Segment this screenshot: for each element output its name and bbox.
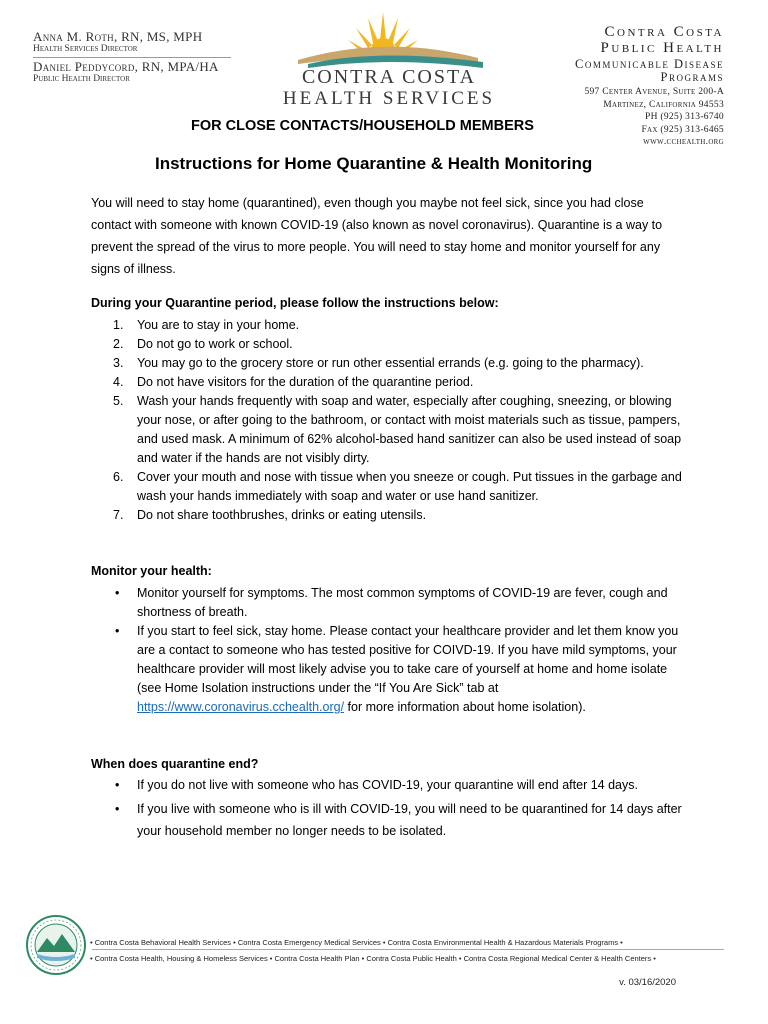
list-item: 3. You may go to the grocery store or run other essential errands (e.g. going to the pharmacy). bbox=[113, 356, 644, 370]
director-name: Anna M. Roth, RN, MS, MPH bbox=[33, 29, 203, 44]
quarantine-end-list bbox=[91, 774, 691, 842]
list-item: 4. Do not have visitors for the duration of the quarantine period. bbox=[113, 375, 474, 389]
version-label: v. 03/16/2020 bbox=[619, 977, 676, 988]
quarantine-heading: During your Quarantine period, please follow the instructions below: bbox=[91, 296, 499, 310]
org-name-line-2: Public Health bbox=[600, 40, 724, 56]
org-name-line-1: Contra Costa bbox=[604, 24, 724, 40]
logo-line-2: HEALTH SERVICES bbox=[282, 88, 496, 109]
monitor-list bbox=[91, 584, 691, 717]
footer-agencies-line-1: • Contra Costa Behavioral Health Services • Contra Costa Emergency Medical Services • Contra Costa Environmental Health & Hazardous Materials Programs • bbox=[90, 938, 623, 947]
list-item: 7. Do not share toothbrushes, drinks or eating utensils. bbox=[113, 508, 427, 522]
footer-agencies-line-2: • Contra Costa Health, Housing & Homeless Services • Contra Costa Health Plan • Contra Costa Public Health • Contra Costa Regional Medical Center & Health Centers • bbox=[90, 954, 656, 963]
public-health-director-name: Daniel Peddycord, RN, MPA/HA bbox=[33, 59, 219, 74]
department-contact-block bbox=[504, 24, 724, 149]
phone: PH (925) 313-6740 bbox=[645, 112, 724, 122]
address-line-2: Martinez, California 94553 bbox=[603, 99, 724, 110]
cchs-logo bbox=[278, 6, 500, 110]
monitor-heading: Monitor your health: bbox=[91, 564, 212, 578]
sun-hills-icon bbox=[278, 6, 500, 70]
quarantine-instructions-list bbox=[91, 316, 691, 525]
fax: Fax (925) 313-6465 bbox=[641, 124, 724, 135]
list-item: • If you start to feel sick, stay home. Please contact your healthcare provider and let them know you are a contact to someone who has tested positive for COIVD-19. If you have mild symptoms, your healthcare provider will most likely advise you to take care of yourself at home and home isolate (see Home Isolation instructions under the “If You Are Sick” tab at https://www.coronavirus.cchealth.org/ for more information about home isolation). bbox=[115, 624, 679, 714]
intro-paragraph: You will need to stay home (quarantined), even though you maybe not feel sick, since you had close contact with someone with known COVID-19 (also known as novel coronavirus). Quarantine is a way to prevent the spread of the virus to more people. You will need to stay home and monitor yourself for any signs of illness. bbox=[91, 196, 663, 276]
address-line-1: 597 Center Avenue, Suite 200-A bbox=[584, 87, 724, 97]
list-item: 6. Cover your mouth and nose with tissue when you sneeze or cough. Put tissues in the garbage and wash your hands immediately with soap and water or use hand sanitizer. bbox=[113, 470, 682, 503]
director-title: Health Services Director bbox=[33, 44, 138, 54]
list-item: 1. You are to stay in your home. bbox=[113, 318, 300, 332]
dept-name-line-2: Programs bbox=[660, 70, 724, 84]
public-health-director-title: Public Health Director bbox=[33, 74, 130, 84]
list-item: 2. Do not go to work or school. bbox=[113, 337, 293, 351]
audience-heading: FOR CLOSE CONTACTS/HOUSEHOLD MEMBERS bbox=[191, 118, 534, 134]
footer-divider bbox=[92, 949, 724, 950]
page-title: Instructions for Home Quarantine & Health Monitoring bbox=[155, 154, 593, 173]
officials-block bbox=[33, 30, 238, 85]
dept-name-line-1: Communicable Disease bbox=[575, 57, 724, 71]
list-item: • If you live with someone who is ill with COVID-19, you will need to be quarantined for 14 days after your household member no longer needs to be isolated. bbox=[115, 802, 682, 838]
website: www.cchealth.org bbox=[643, 137, 724, 147]
list-item: 5. Wash your hands frequently with soap and water, especially after coughing, sneezing, or blowing your nose, or after going to the bathroom, or contact with moist materials such as tissue, pampers, and used mask. A minimum of 62% alcohol-based hand sanitizer can also be used instead of soap and water if the hands are not visibly dirty. bbox=[113, 394, 682, 465]
list-item: • Monitor yourself for symptoms. The most common symptoms of COVID-19 are fever, cough and shortness of breath. bbox=[115, 586, 668, 619]
divider bbox=[33, 57, 231, 58]
logo-line-1: CONTRA COSTA bbox=[301, 66, 477, 88]
coronavirus-site-link[interactable]: https://www.coronavirus.cchealth.org/ bbox=[137, 700, 345, 714]
list-item: • If you do not live with someone who has COVID-19, your quarantine will end after 14 days. bbox=[115, 778, 638, 792]
county-seal-icon bbox=[25, 914, 87, 976]
quarantine-end-heading: When does quarantine end? bbox=[91, 757, 259, 771]
